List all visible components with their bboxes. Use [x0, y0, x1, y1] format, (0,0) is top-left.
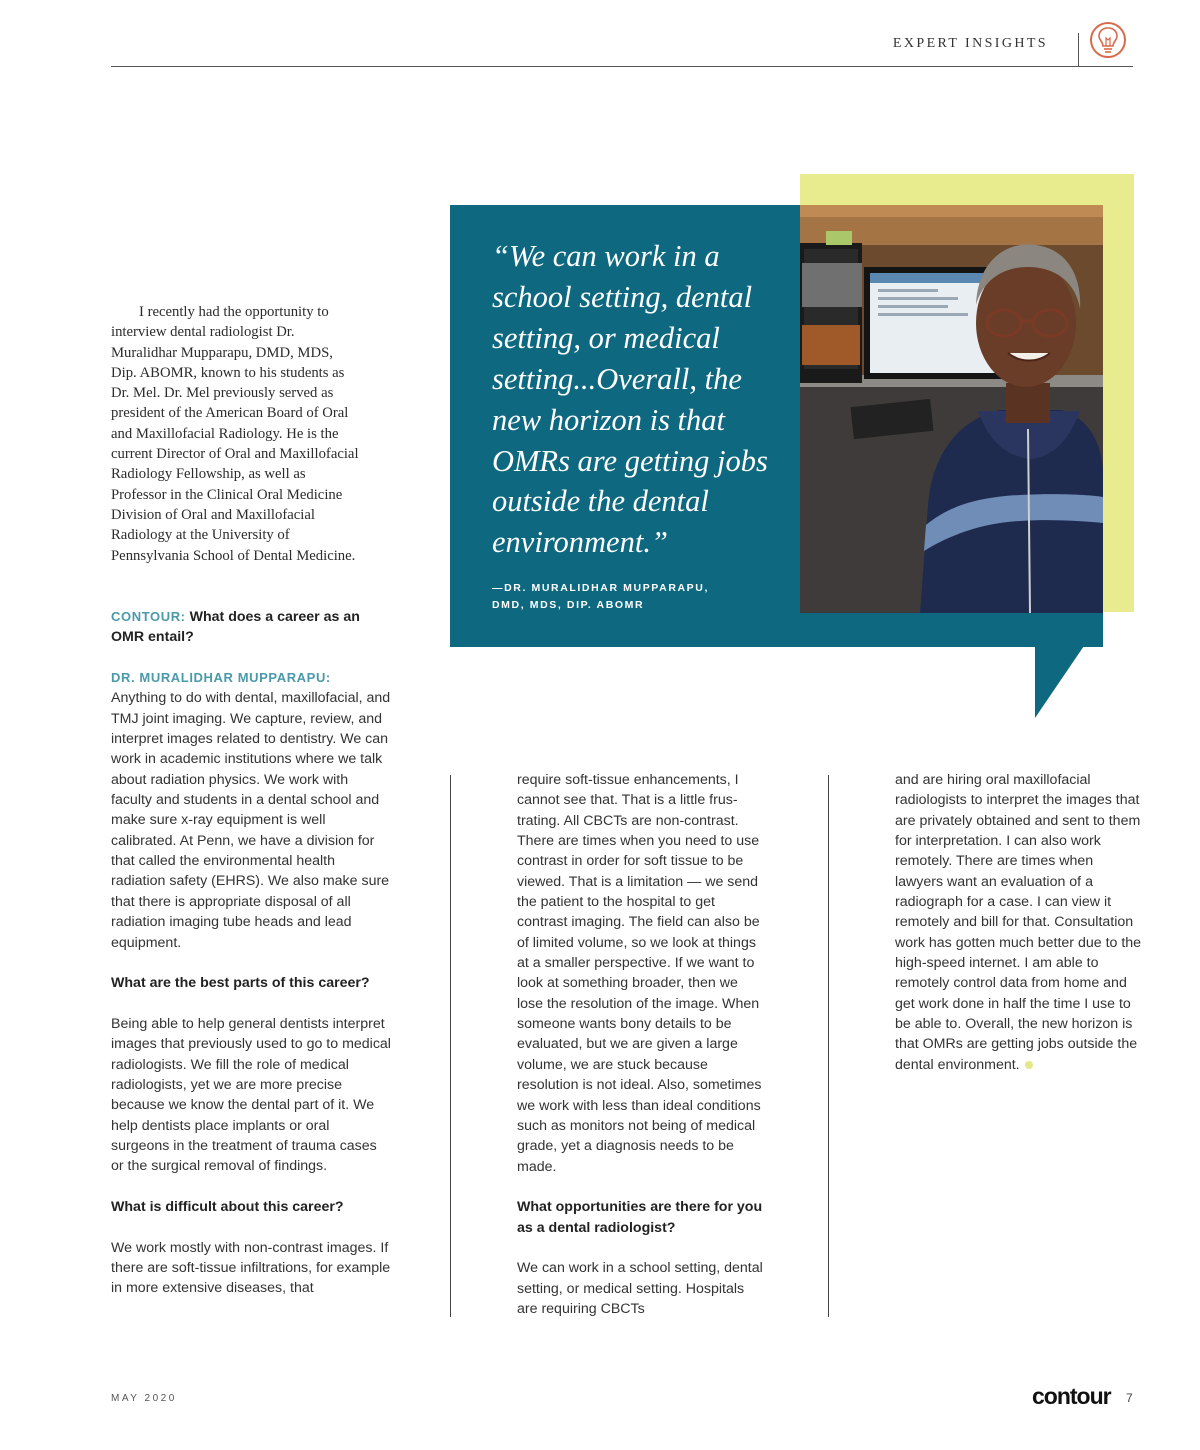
column-divider-2: [828, 775, 829, 1317]
article-column-3: [895, 770, 1145, 1096]
intro-paragraph: I recently had the opportunity to interview dental radiologist Dr. Muralidhar Mupparapu, DMD, MDS, Dip. ABOMR, known to his students as Dr. Mel. Dr. Mel previously served as president of the American Board of Oral and Maxillofacial Radiology. He is the current Director of Oral and Maxillofacial Radiology Fellowship, as well as Professor in the Clinical Oral Medicine Division of Oral and Maxillofacial Radiology at the University of Pennsylvania School of Dental Medicine.: [111, 304, 359, 564]
article-column-2: [517, 770, 767, 1340]
question-2: What are the best parts of this career?: [111, 975, 370, 992]
speech-bubble-tail: [1030, 640, 1090, 720]
answer-2: Being able to help general dentists interpret images that previously used to go to medical radiologists. We fill the role of medical radiologists, yet we are more precise because we know the dental part of it. We help dentists place implants or oral surgeons in the treatment of trauma cases or the surgical removal of findings.: [111, 1015, 391, 1175]
section-label: EXPERT INSIGHTS: [892, 36, 1048, 51]
pull-quote-text: “We can work in a school setting, dental setting, or medical setting...Overall, the new horizon is that OMRs are getting jobs outside the dental environment.”: [492, 239, 768, 560]
header-divider: [1078, 33, 1079, 67]
question-3: What is difficult about this career?: [111, 1198, 344, 1215]
column-divider-1: [450, 775, 451, 1317]
answer-4-continued: [895, 770, 1145, 1075]
answer-4-start: We can work in a school setting, dental setting, or medical setting. Hospitals are requiring CBCTs: [517, 1260, 763, 1317]
page-number: 7: [1126, 1391, 1133, 1405]
attribution-credentials: DMD, MDS, DIP. ABOMR: [492, 599, 645, 611]
answer-3-start: We work mostly with non-contrast images. If there are soft-tissue infiltrations, for example in more extensive diseases, that: [111, 1239, 391, 1297]
answer-text: and are hiring oral maxillofacial radiologists to interpret the images that are privately obtained and sent to them for interpretation. I can also work remotely. There are times when lawyers want an evaluation of a radiograph for a case. I can view it remotely and bill for that. Consultation work has gotten much better due to the high-speed internet. I am able to remotely control data from home and get work done in half the time I use to be able to. Overall, the new horizon is that OMRs are getting jobs outside the dental environment.: [895, 772, 1142, 1073]
attribution-name: —DR. MURALIDHAR MUPPARAPU,: [492, 582, 709, 594]
portrait-photo: [800, 205, 1103, 613]
question-4: What opportunities are there for you as a dental radiologist?: [517, 1199, 763, 1236]
answer-text: Anything to do with dental, maxillofacial, and TMJ joint imaging. We capture, review, and interpret images related to dentistry. We can work in academic institutions where we talk about radiation physics. We work with faculty and students in a dental school and make sure x-ray equipment is well calibrated. At Penn, we have a division for that called the environmental health radiation safety (EHRS). We also make sure that there is appropriate disposal of all radiation imaging tube heads and lead equipment.: [111, 690, 391, 951]
article-column-1: [111, 607, 391, 1319]
footer-date: MAY 2020: [111, 1393, 177, 1404]
answer-1: [111, 668, 391, 953]
header-rule: [111, 66, 1133, 67]
contour-logo: contour: [1032, 1383, 1111, 1409]
question-text: What does a career as an OMR entail?: [111, 609, 360, 646]
question-1: [111, 607, 391, 648]
interviewer-label: CONTOUR:: [111, 609, 186, 624]
pull-quote-attribution: [492, 580, 792, 614]
interviewee-label: DR. MURALIDHAR MUPPARAPU:: [111, 670, 331, 686]
answer-3-continued: require soft-tissue enhancements, I cannot see that. That is a little frus-trating. All CBCTs are non-contrast. There are times when you need to use contrast in order for soft tissue to be viewed. That is a limitation — we send the patient to the hospital to get contrast imaging. The field can also be of limited volume, so we look at things at a smaller perspective. If we want to look at something broader, then we lose the resolution of the image. When someone wants bony details to be evaluated, but we are given a large volume, we are stuck because resolution is not ideal. Also, sometimes we work with less than ideal conditions such as monitors not being of medical grade, yet a diagnosis needs to be made.: [517, 772, 762, 1175]
lightbulb-icon: [1088, 20, 1128, 60]
end-mark: [1025, 1061, 1033, 1069]
